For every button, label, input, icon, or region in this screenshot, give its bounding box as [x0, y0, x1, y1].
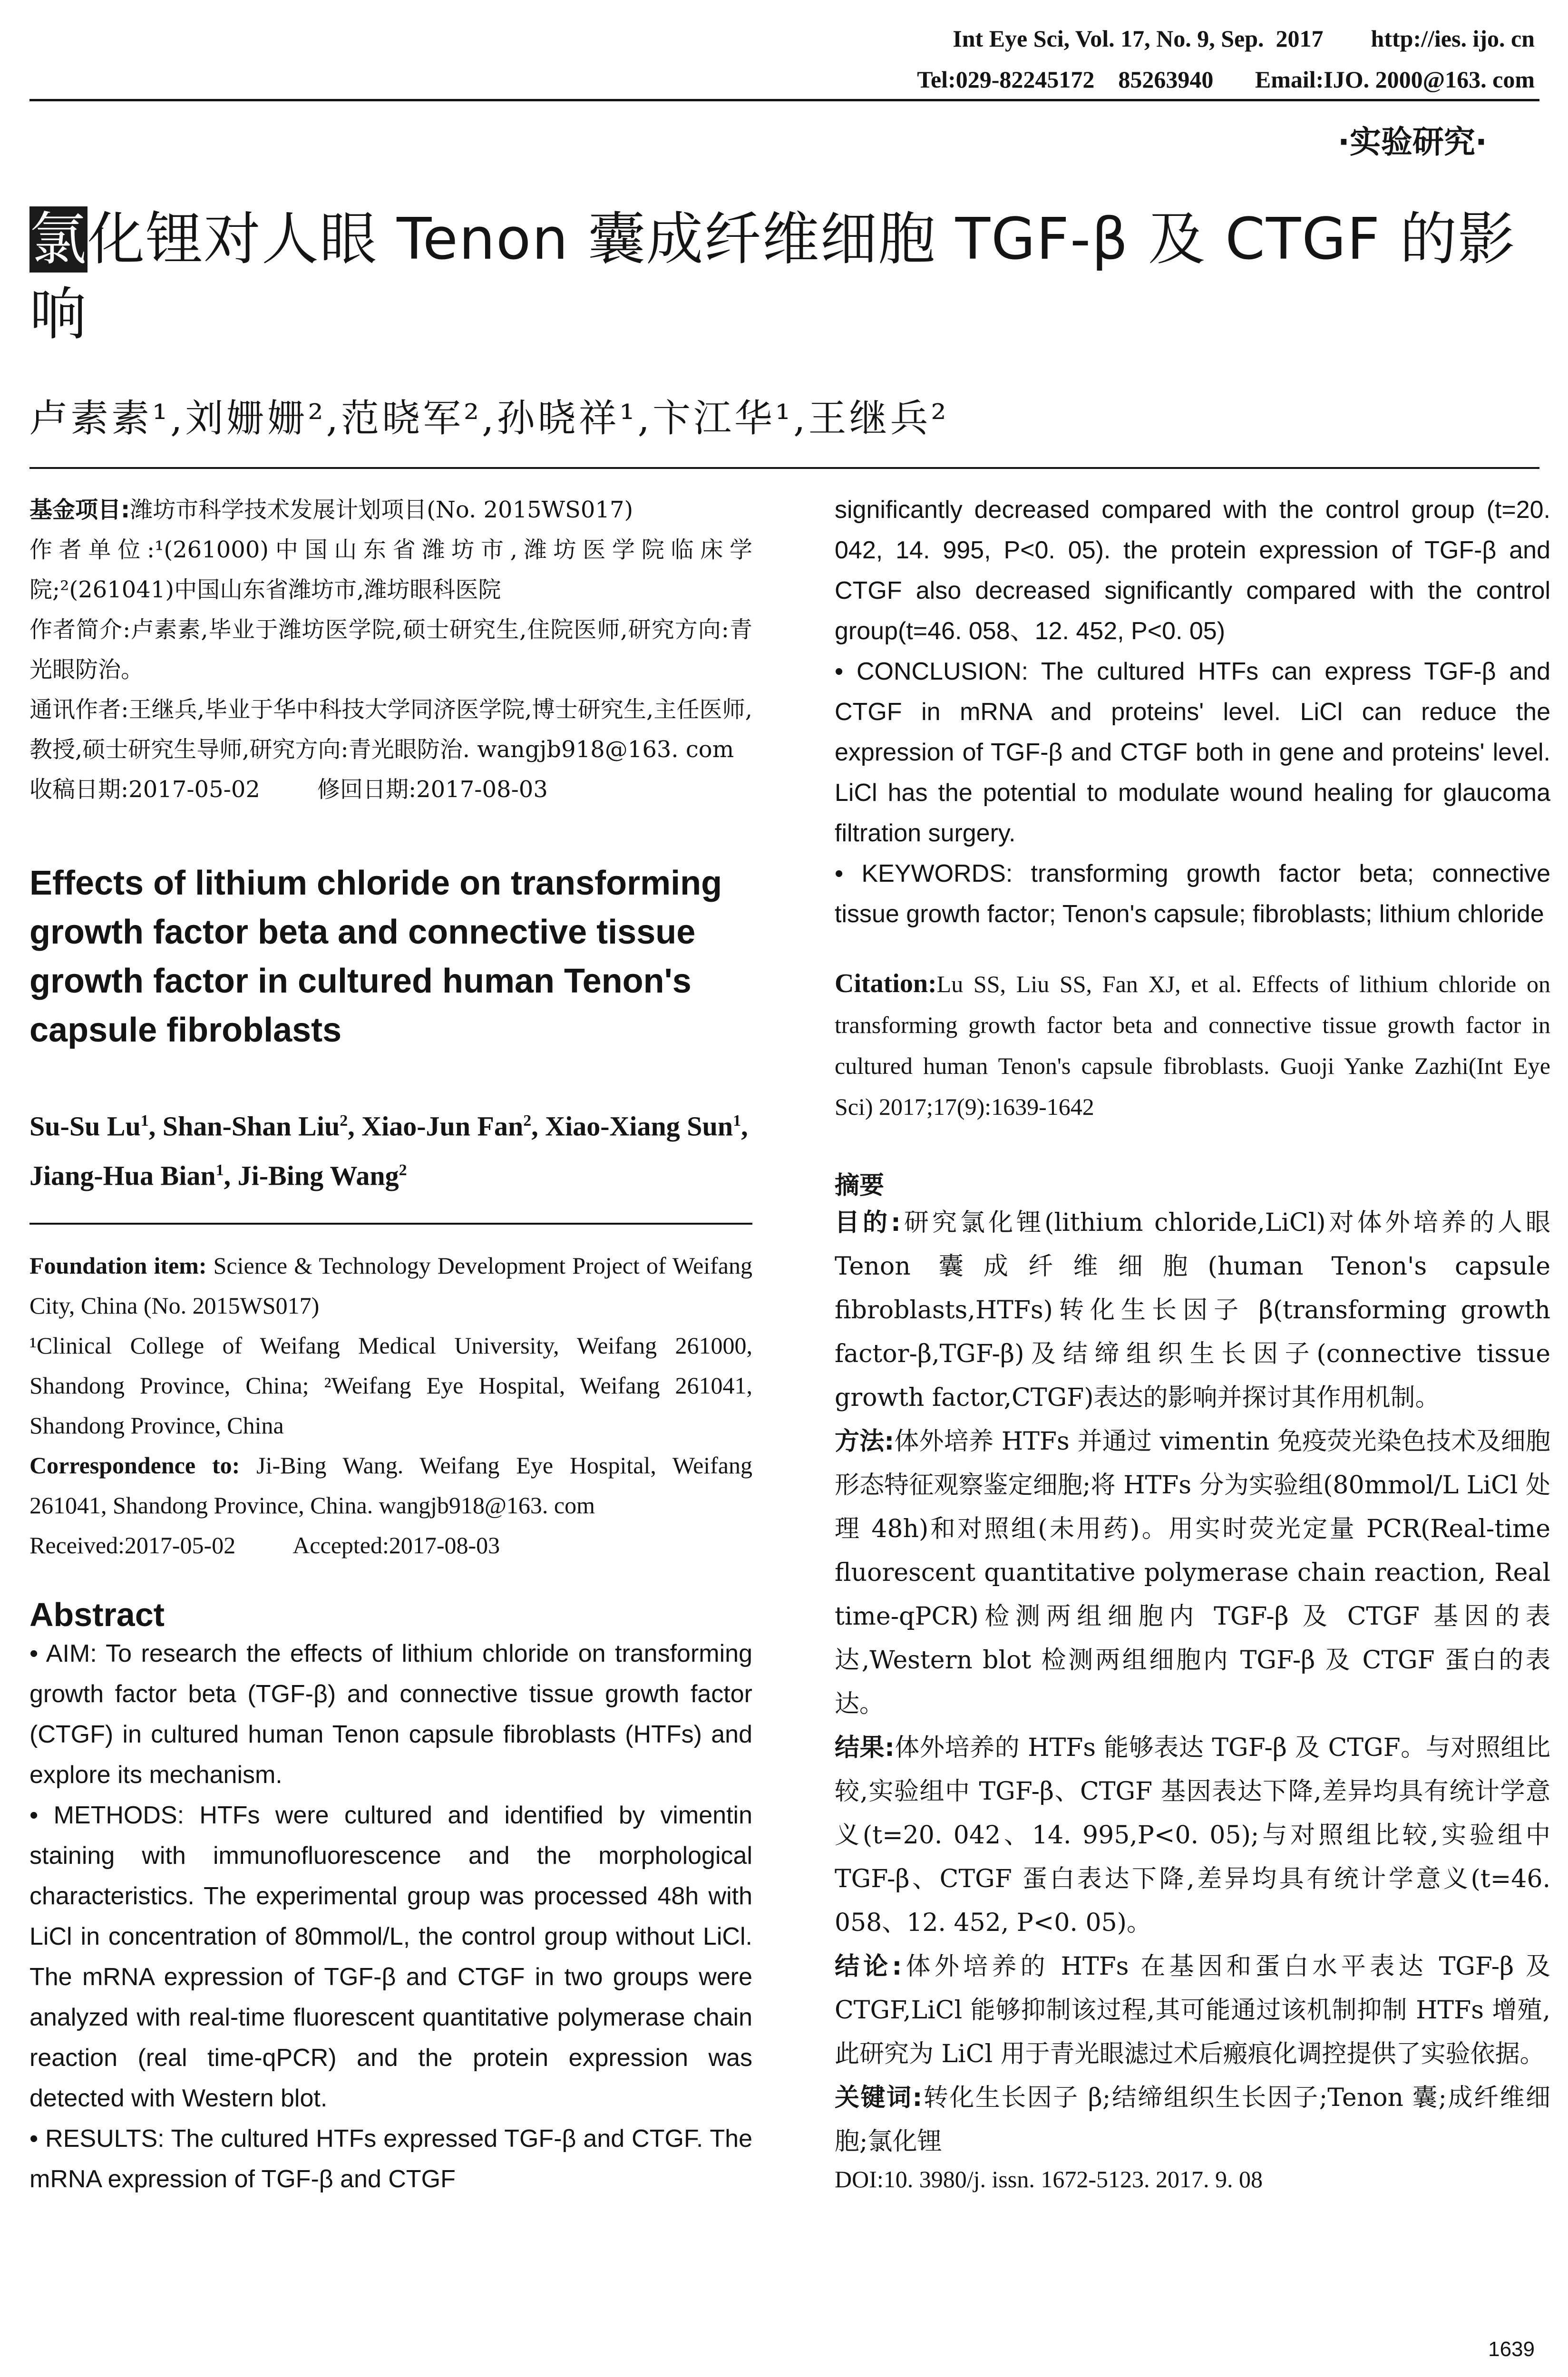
section-label: ·实验研究· [1337, 124, 1487, 160]
left-column [29, 490, 752, 2200]
author-4-aff: 1 [733, 1112, 741, 1130]
dates-en [29, 1525, 752, 1565]
authors-cn: 卢素素¹,刘姗姗²,范晓军²,孙晓祥¹,卞江华¹,王继兵² [29, 396, 949, 440]
bio-cn-label: 作者简介: [29, 616, 131, 643]
abstract-en-right [835, 490, 1550, 935]
fund-en-label: Foundation item: [29, 1252, 207, 1279]
title-rest: 化锂对人眼 Tenon 囊成纤维细胞 TGF-β 及 CTGF 的影响 [29, 206, 1516, 348]
author-5-aff: 1 [215, 1161, 224, 1179]
abstract-methods: • METHODS: HTFs were cultured and identified by vimentin staining with immunofluorescence and the morphological characteristics. The experimental group was processed 48h with LiCl in concentration of 80mmol/L, the control group without LiCl. The mRNA expression of TGF-β and CTGF in two groups were analyzed with real-time fluorescent quantitative polymerase chain reaction (real time-qPCR) and the protein expression was detected with Western blot. [29, 1801, 752, 2112]
author-6: Ji-Bing Wang [237, 1160, 399, 1191]
author-1: Su-Su Lu [29, 1111, 141, 1142]
citation [835, 963, 1550, 1127]
corr-en [29, 1445, 752, 1525]
cn-keywords-label: 关键词: [835, 2084, 923, 2112]
fund-cn-label: 基金项目: [29, 497, 130, 523]
unit-cn-label: 作者单位: [29, 536, 155, 563]
cn-conclusion-label: 结论: [835, 1952, 902, 1981]
author-3: Xiao-Jun Fan [361, 1111, 524, 1142]
cn-result-label: 结果: [835, 1734, 895, 1762]
cn-method [835, 1420, 1550, 1726]
received-cn: 收稿日期:2017-05-02 [29, 776, 260, 803]
received-en: Received:2017-05-02 [29, 1531, 236, 1559]
cn-method-label: 方法: [835, 1427, 895, 1456]
abstract-cn-heading: 摘要 [835, 1171, 885, 1200]
author-4: Xiao-Xiang Sun [545, 1111, 733, 1142]
right-column [835, 490, 1550, 2193]
title-first-char: 氯 [29, 206, 88, 273]
cn-aim [835, 1201, 1550, 1420]
fund-en [29, 1246, 752, 1325]
unit-cn [29, 530, 752, 610]
title-divider [29, 467, 1539, 469]
abstract-results-cont: significantly decreased compared with the control group (t=20. 042, 14. 995, P<0. 05). the protein expression of TGF-β and CTGF also decreased significantly compared with the control group(t=46. 058、12. 452, P<0. 05) [835, 496, 1550, 645]
title-en: Effects of lithium chloride on transforming growth factor beta and connective tissue growth factor in cultured human Tenon's capsule fibroblasts [29, 864, 722, 1049]
corr-cn-text: 王继兵,毕业于华中科技大学同济医学院,博士研究生,主任医师,教授,硕士研究生导师,研究方向:青光眼防治. wangjb918@163. com [29, 696, 752, 763]
citation-body: Lu SS, Liu SS, Fan XJ, et al. Effects of lithium chloride on transforming growth factor beta and connective tissue growth factor in cultured human Tenon's capsule fibroblasts. Guoji Yanke Zazhi(Int Eye Sci) 2017;17(9):1639-1642 [835, 971, 1550, 1120]
unit-cn-text: ¹(261000)中国山东省潍坊市,潍坊医学院临床学院;²(261041)中国山东省潍坊市,潍坊眼科医院 [29, 536, 752, 603]
bio-cn-text: 卢素素,毕业于潍坊医学院,硕士研究生,住院医师,研究方向:青光眼防治。 [29, 616, 752, 683]
author-5: Jiang-Hua Bian [29, 1160, 216, 1191]
header-divider [29, 99, 1539, 101]
journal-header-line2: Tel:029-82245172 85263940 Email:IJO. 2000@163. com [917, 66, 1535, 93]
cn-result [835, 1726, 1550, 1945]
author-6-aff: 2 [399, 1161, 407, 1179]
authors-divider [29, 1223, 752, 1225]
corr-en-label: Correspondence to: [29, 1452, 240, 1479]
abstract-en-left [29, 1634, 752, 2200]
abstract-conclusion: • CONCLUSION: The cultured HTFs can express TGF-β and CTGF in mRNA and proteins' level. LiCl can reduce the expression of TGF-β and CTGF both in gene and proteins' level. LiCl has the potential to modulate wound healing for glaucoma filtration surgery. [835, 658, 1550, 847]
corr-cn [29, 690, 752, 770]
dates-cn [29, 770, 752, 809]
cn-keywords [835, 2076, 1550, 2163]
cn-aim-label: 目的: [835, 1208, 901, 1237]
citation-text [835, 963, 1550, 1127]
cn-aim-text: 研究氯化锂(lithium chloride,LiCl)对体外培养的人眼 Tenon 囊成纤维细胞(human Tenon's capsule fibroblasts,HTFs)转化生长因子 β(transforming growth factor-β,TGF-β)及结缔组织生长因子(connective tissue growth factor,CTGF)表达的影响并探讨其作用机制。 [835, 1208, 1550, 1412]
citation-label: Citation: [835, 969, 937, 998]
author-3-aff: 2 [523, 1112, 532, 1130]
corr-cn-label: 通讯作者: [29, 696, 129, 723]
abstract-aim: • AIM: To research the effects of lithium chloride on transforming growth factor beta (TGF-β) and connective tissue growth factor (CTGF) in cultured human Tenon capsule fibroblasts (HTFs) and explore its mechanism. [29, 1639, 752, 1789]
author-2-aff: 2 [340, 1112, 348, 1130]
cn-conclusion-text: 体外培养的 HTFs 在基因和蛋白水平表达 TGF-β 及 CTGF,LiCl 能够抑制该过程,其可能通过该机制抑制 HTFs 增殖,此研究为 LiCl 用于青光眼滤过术后瘢痕化调控提供了实验依据。 [835, 1952, 1550, 2068]
bio-cn [29, 610, 752, 690]
abstract-heading: Abstract [29, 1596, 165, 1633]
page-title-cn [29, 202, 1542, 352]
article-meta-cn [29, 490, 752, 809]
abstract-keywords: • KEYWORDS: transforming growth factor beta; connective tissue growth factor; Tenon's capsule; fibroblasts; lithium chloride [835, 860, 1550, 928]
cn-method-text: 体外培养 HTFs 并通过 vimentin 免疫荧光染色技术及细胞形态特征观察鉴定细胞;将 HTFs 分为实验组(80mmol/L LiCl 处理 48h)和对照组(未用药)。用实时荧光定量 PCR(Real-time fluorescent quantitative polymerase chain reaction, Real time-qPCR)检测两组细胞内 TGF-β 及 CTGF 基因的表达,Western blot 检测两组细胞内 TGF-β 及 CTGF 蛋白的表达。 [835, 1427, 1550, 1718]
fund-cn-text: 潍坊市科学技术发展计划项目(No. 2015WS017) [130, 497, 633, 523]
fund-en-text: Science & Technology Development Project of Weifang City, China (No. 2015WS017) [29, 1252, 752, 1319]
revised-cn: 修回日期:2017-08-03 [317, 776, 548, 803]
fund-cn [29, 490, 752, 530]
authors-en: Su-Su Lu$^1$, Shan-Shan Liu$^2$, Xiao-Jun Fan$^2$, Xiao-Xiang Sun$^1$, Jiang-Hua Bian$^1$, Ji-Bing Wang$^2$ [29, 1111, 748, 1191]
cn-result-text: 体外培养的 HTFs 能够表达 TGF-β 及 CTGF。与对照组比较,实验组中 TGF-β、CTGF 基因表达下降,差异均具有统计学意义(t=20. 042、14. 995,P<0. 05);与对照组比较,实验组中 TGF-β、CTGF 蛋白表达下降,差异均具有统计学意义(t=46. 058、12. 452, P<0. 05)。 [835, 1734, 1550, 1937]
doi: DOI:10. 3980/j. issn. 1672-5123. 2017. 9. 08 [835, 2166, 1263, 2192]
accepted-en: Accepted:2017-08-03 [292, 1531, 500, 1559]
abstract-results: • RESULTS: The cultured HTFs expressed TGF-β and CTGF. The mRNA expression of TGF-β and CTGF [29, 2124, 752, 2193]
journal-header-line1: Int Eye Sci, Vol. 17, No. 9, Sep. 2017 http://ies. ijo. cn [953, 25, 1535, 52]
cn-keywords-text: 转化生长因子 β;结缔组织生长因子;Tenon 囊;成纤维细胞;氯化锂 [835, 2084, 1551, 2156]
foundation-en [29, 1246, 752, 1565]
cn-conclusion [835, 1945, 1550, 2076]
page-number: 1639 [1488, 2338, 1535, 2361]
abstract-cn [835, 1201, 1550, 2163]
author-2: Shan-Shan Liu [162, 1111, 340, 1142]
corr-en-text: Ji-Bing Wang. Weifang Eye Hospital, Weifang 261041, Shandong Province, China. wangjb918@163. com [29, 1452, 753, 1519]
affiliation-en: ¹Clinical College of Weifang Medical University, Weifang 261000, Shandong Province, China; ²Weifang Eye Hospital, Weifang 261041, Shandong Province, China [29, 1332, 752, 1439]
author-1-aff: 1 [140, 1112, 149, 1130]
